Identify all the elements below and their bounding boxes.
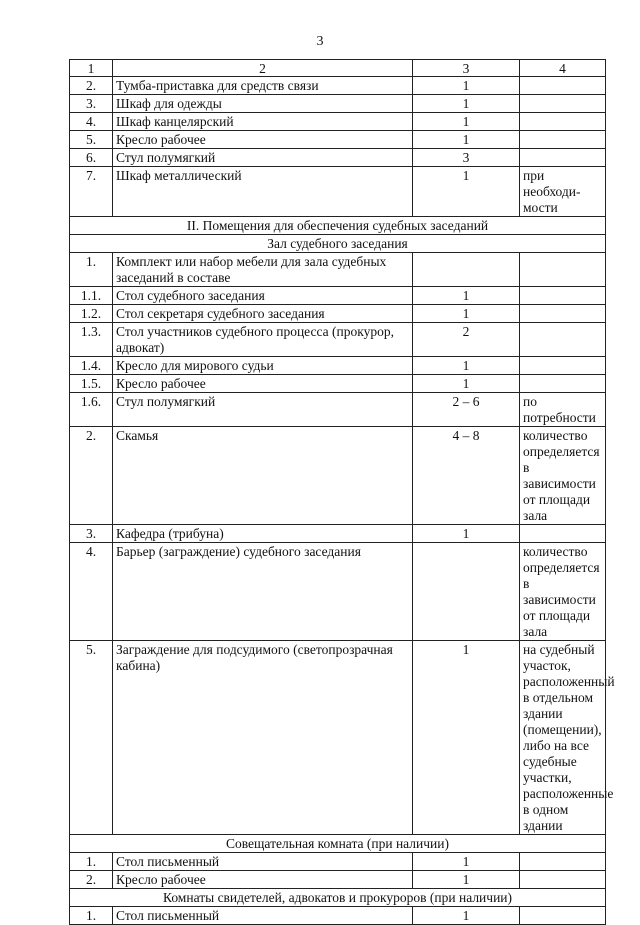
item-note <box>520 375 606 393</box>
row-number: 7. <box>70 167 113 217</box>
item-note <box>520 95 606 113</box>
table-row <box>70 525 606 543</box>
item-note <box>520 253 606 287</box>
item-name: Комплект или набор мебели для зала судебных заседаний в составе <box>113 253 413 287</box>
header-cell: 1 <box>70 60 113 77</box>
table-row <box>70 305 606 323</box>
item-name: Тумба-приставка для средств связи <box>113 77 413 95</box>
item-note <box>520 131 606 149</box>
item-name: Шкаф для одежды <box>113 95 413 113</box>
item-name: Стол письменный <box>113 907 413 925</box>
item-quantity: 3 <box>413 149 520 167</box>
item-note <box>520 907 606 925</box>
item-note <box>520 323 606 357</box>
item-quantity: 1 <box>413 167 520 217</box>
item-name: Шкаф металлический <box>113 167 413 217</box>
header-cell: 3 <box>413 60 520 77</box>
table-row <box>70 427 606 525</box>
item-note <box>520 357 606 375</box>
item-name: Стол письменный <box>113 853 413 871</box>
item-name: Скамья <box>113 427 413 525</box>
row-number: 1.3. <box>70 323 113 357</box>
table-row <box>70 167 606 217</box>
row-number: 3. <box>70 525 113 543</box>
row-number: 1.6. <box>70 393 113 427</box>
section-title: II. Помещения для обеспечения судебных заседаний <box>70 217 606 235</box>
item-quantity: 1 <box>413 287 520 305</box>
table-row <box>70 131 606 149</box>
header-cell: 2 <box>113 60 413 77</box>
item-name: Стул полумягкий <box>113 393 413 427</box>
table-row <box>70 95 606 113</box>
item-note <box>520 871 606 889</box>
section-title: Зал судебного заседания <box>70 235 606 253</box>
item-quantity: 1 <box>413 113 520 131</box>
row-number: 4. <box>70 113 113 131</box>
table-row <box>70 253 606 287</box>
item-note: на судебный участок, расположенный в отдельном здании (помещении), либо на все судебные участки, расположенные в одном здании <box>520 641 606 835</box>
table-row <box>70 113 606 131</box>
section-title-row <box>70 835 606 853</box>
row-number: 1.1. <box>70 287 113 305</box>
item-name: Кресло рабочее <box>113 871 413 889</box>
table-row <box>70 393 606 427</box>
table-row <box>70 871 606 889</box>
item-note <box>520 525 606 543</box>
section-title-row <box>70 235 606 253</box>
row-number: 4. <box>70 543 113 641</box>
item-name: Кресло рабочее <box>113 375 413 393</box>
section-title-row <box>70 889 606 907</box>
section-title: Комнаты свидетелей, адвокатов и прокуроров (при наличии) <box>70 889 606 907</box>
furniture-table <box>69 59 615 925</box>
section-title-row <box>70 217 606 235</box>
item-quantity: 1 <box>413 131 520 149</box>
item-quantity: 1 <box>413 305 520 323</box>
item-quantity: 1 <box>413 357 520 375</box>
row-number: 1.2. <box>70 305 113 323</box>
item-quantity: 4 – 8 <box>413 427 520 525</box>
item-quantity: 1 <box>413 871 520 889</box>
row-number: 2. <box>70 427 113 525</box>
table-row <box>70 287 606 305</box>
item-quantity: 1 <box>413 77 520 95</box>
header-cell: 4 <box>520 60 606 77</box>
item-note: количество определяется в зависимости от площади зала <box>520 427 606 525</box>
item-name: Стол секретаря судебного заседания <box>113 305 413 323</box>
item-quantity <box>413 253 520 287</box>
item-note: при необходи-мости <box>520 167 606 217</box>
section-title: Совещательная комната (при наличии) <box>70 835 606 853</box>
item-name: Заграждение для подсудимого (светопрозрачная кабина) <box>113 641 413 835</box>
table-row <box>70 907 606 925</box>
table-row <box>70 641 606 835</box>
row-number: 2. <box>70 77 113 95</box>
item-name: Кресло для мирового судьи <box>113 357 413 375</box>
row-number: 3. <box>70 95 113 113</box>
item-name: Кресло рабочее <box>113 131 413 149</box>
table-row <box>70 77 606 95</box>
item-note <box>520 305 606 323</box>
item-quantity: 2 <box>413 323 520 357</box>
row-number: 6. <box>70 149 113 167</box>
page-number: 3 <box>316 34 324 49</box>
item-name: Стол участников судебного процесса (прокурор, адвокат) <box>113 323 413 357</box>
table-row <box>70 543 606 641</box>
item-name: Барьер (заграждение) судебного заседания <box>113 543 413 641</box>
row-number: 1. <box>70 853 113 871</box>
item-note <box>520 149 606 167</box>
item-note <box>520 287 606 305</box>
table-row <box>70 323 606 357</box>
item-note <box>520 113 606 131</box>
item-name: Шкаф канцелярский <box>113 113 413 131</box>
item-quantity <box>413 543 520 641</box>
item-quantity: 1 <box>413 375 520 393</box>
table-row <box>70 357 606 375</box>
row-number: 2. <box>70 871 113 889</box>
row-number: 1. <box>70 907 113 925</box>
item-quantity: 1 <box>413 641 520 835</box>
item-note: по потребности <box>520 393 606 427</box>
item-quantity: 1 <box>413 95 520 113</box>
item-quantity: 1 <box>413 853 520 871</box>
table-row <box>70 149 606 167</box>
table-row <box>70 375 606 393</box>
row-number: 5. <box>70 641 113 835</box>
item-quantity: 1 <box>413 525 520 543</box>
row-number: 1.4. <box>70 357 113 375</box>
item-name: Кафедра (трибуна) <box>113 525 413 543</box>
item-quantity: 2 – 6 <box>413 393 520 427</box>
row-number: 1.5. <box>70 375 113 393</box>
item-note <box>520 77 606 95</box>
table-header-row <box>70 60 606 77</box>
table-row <box>70 853 606 871</box>
row-number: 5. <box>70 131 113 149</box>
item-name: Стул полумягкий <box>113 149 413 167</box>
item-note <box>520 853 606 871</box>
item-note: количество определяется в зависимости от площади зала <box>520 543 606 641</box>
item-name: Стол судебного заседания <box>113 287 413 305</box>
row-number: 1. <box>70 253 113 287</box>
item-quantity: 1 <box>413 907 520 925</box>
